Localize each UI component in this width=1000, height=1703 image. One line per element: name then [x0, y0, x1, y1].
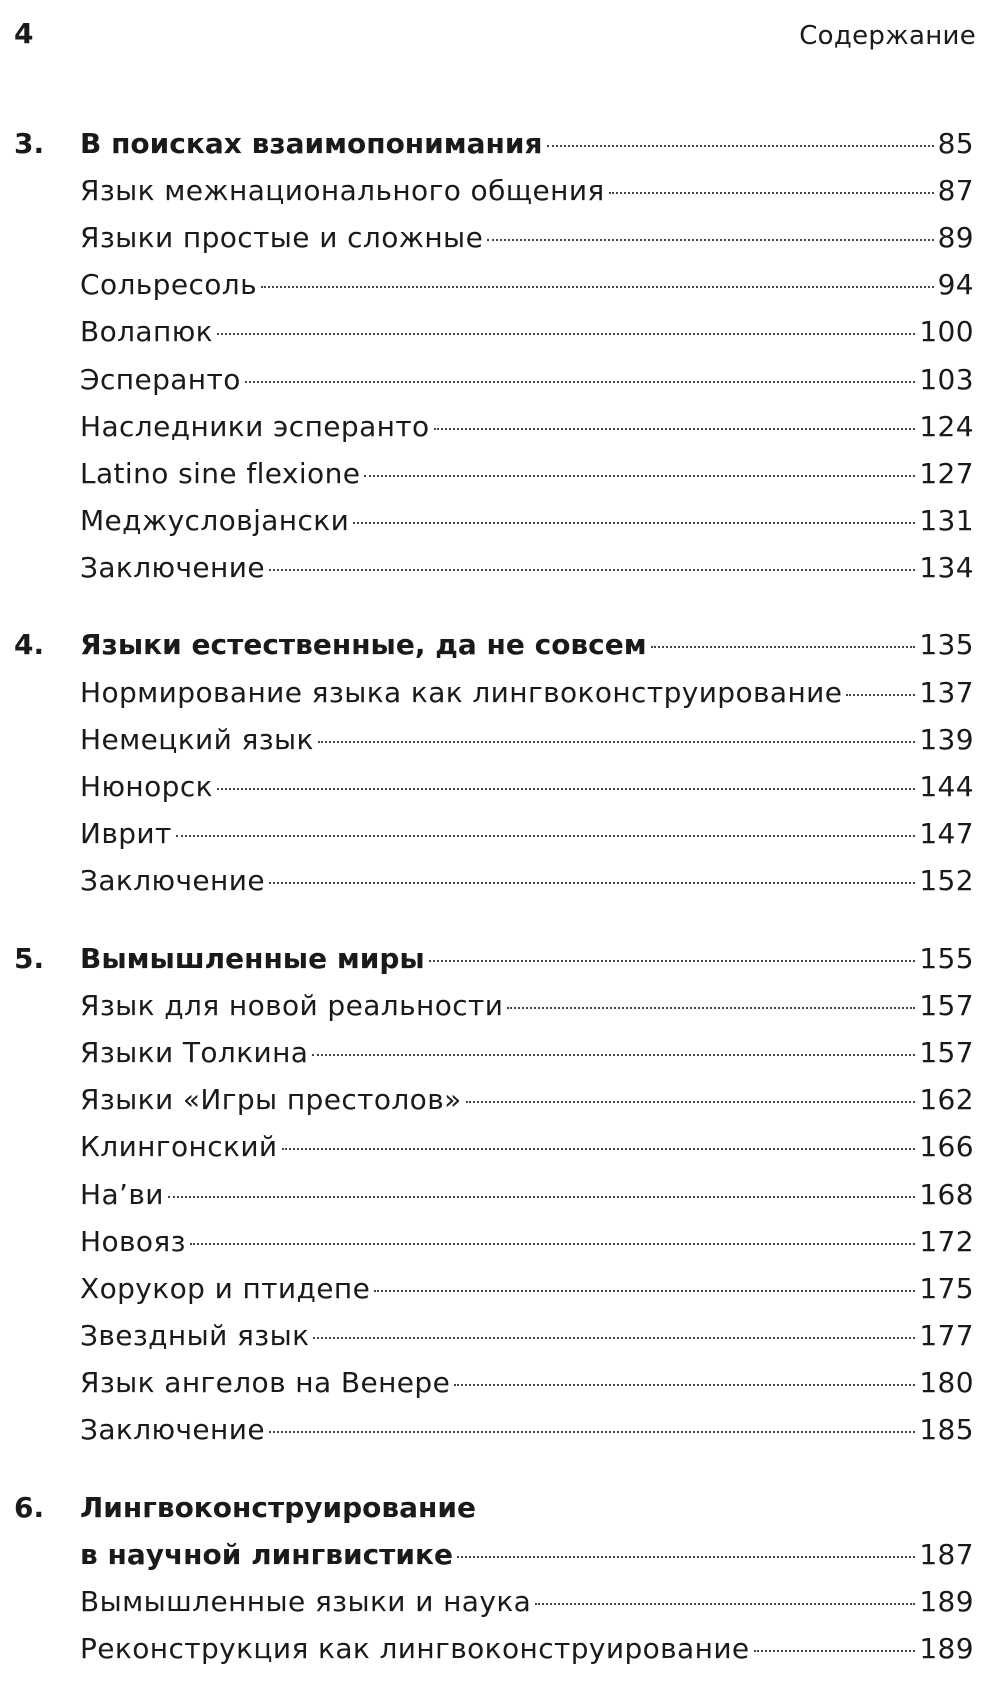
- chapter-page-number: 187: [919, 1537, 974, 1571]
- running-title: Содержание: [799, 21, 976, 51]
- section-entry[interactable]: [80, 1580, 974, 1624]
- dot-leader: [217, 788, 915, 790]
- section-entry[interactable]: [80, 1361, 974, 1405]
- section-entry[interactable]: [80, 1220, 974, 1264]
- section-entry[interactable]: [80, 216, 974, 260]
- section-page-number: 166: [919, 1130, 974, 1164]
- section-title: Новояз: [80, 1224, 186, 1258]
- section-entry[interactable]: [80, 310, 974, 354]
- section-title: Latino sine flexione: [80, 456, 361, 490]
- section-page-number: 189: [919, 1585, 974, 1619]
- section-title: Звездный язык: [80, 1319, 310, 1353]
- chapter-5: [0, 935, 1000, 1454]
- section-page-number: 124: [919, 409, 974, 443]
- section-entry[interactable]: [80, 452, 974, 496]
- chapter-page-number: 155: [919, 941, 974, 975]
- section-title: Язык межнационального общения: [80, 173, 605, 207]
- chapter-6: [0, 1484, 1000, 1673]
- dot-leader: [457, 1556, 915, 1558]
- section-entry[interactable]: [80, 169, 974, 213]
- dot-leader: [353, 522, 915, 524]
- dot-leader: [261, 286, 934, 288]
- chapter-3: [0, 120, 1000, 592]
- section-page-number: 134: [919, 551, 974, 585]
- dot-leader: [269, 1431, 915, 1433]
- dot-leader: [429, 960, 916, 962]
- dot-leader: [269, 882, 915, 884]
- section-entry[interactable]: [80, 263, 974, 307]
- dot-leader: [434, 428, 916, 430]
- section-page-number: 175: [919, 1271, 974, 1305]
- section-title: Заключение: [80, 1413, 265, 1447]
- section-title: Немецкий язык: [80, 722, 314, 756]
- dot-leader: [754, 1650, 916, 1652]
- section-entry[interactable]: [80, 546, 974, 590]
- section-entry[interactable]: [80, 718, 974, 762]
- section-entry[interactable]: [80, 1078, 974, 1122]
- section-title: Язык для новой реальности: [80, 988, 504, 1022]
- section-page-number: 162: [919, 1083, 974, 1117]
- dot-leader: [487, 239, 933, 241]
- section-title: Волапюк: [80, 315, 213, 349]
- chapter-number: 6.: [14, 1490, 45, 1524]
- section-title: На’ви: [80, 1177, 164, 1211]
- section-entry[interactable]: [80, 499, 974, 543]
- section-entry[interactable]: [80, 1267, 974, 1311]
- section-page-number: 180: [919, 1366, 974, 1400]
- section-entry[interactable]: [80, 1627, 974, 1671]
- section-page-number: 168: [919, 1177, 974, 1211]
- section-page-number: 157: [919, 1035, 974, 1069]
- section-page-number: 131: [919, 504, 974, 538]
- chapter-title-entry[interactable]: [80, 122, 974, 166]
- section-title: Языки Толкина: [80, 1035, 309, 1069]
- dot-leader: [312, 1054, 915, 1056]
- section-entry[interactable]: [80, 405, 974, 449]
- section-title: Нормирование языка как лингвоконструирование: [80, 675, 843, 709]
- section-page-number: 152: [919, 864, 974, 898]
- section-title: Хорукор и птидепе: [80, 1271, 371, 1305]
- section-entry[interactable]: [80, 358, 974, 402]
- chapter-number: 5.: [14, 941, 45, 975]
- section-page-number: 177: [919, 1319, 974, 1353]
- page-header: [0, 0, 1000, 80]
- section-entry[interactable]: [80, 1031, 974, 1075]
- chapter-title-entry[interactable]: [80, 623, 974, 667]
- section-title: Заключение: [80, 864, 265, 898]
- section-title: Сольресоль: [80, 268, 258, 302]
- dot-leader: [609, 192, 934, 194]
- section-entry[interactable]: [80, 984, 974, 1028]
- section-entry[interactable]: [80, 671, 974, 715]
- page-number: 4: [14, 17, 34, 50]
- chapter-page-number: 135: [919, 628, 974, 662]
- section-title: Нюнорск: [80, 770, 213, 804]
- chapter-title: Вымышленные миры: [80, 941, 425, 975]
- section-entry[interactable]: [80, 1125, 974, 1169]
- dot-leader: [651, 646, 916, 648]
- dot-leader: [269, 569, 915, 571]
- section-page-number: 103: [919, 362, 974, 396]
- dot-leader: [466, 1101, 916, 1103]
- chapter-title: В поисках взаимопонимания: [80, 126, 543, 160]
- section-title: Заключение: [80, 551, 265, 585]
- dot-leader: [217, 333, 915, 335]
- chapter-title-entry[interactable]: [80, 937, 974, 981]
- dot-leader: [547, 145, 934, 147]
- section-title: Эсперанто: [80, 362, 241, 396]
- section-title: Языки простые и сложные: [80, 220, 484, 254]
- section-title: Наследники эсперанто: [80, 409, 430, 443]
- section-title: Вымышленные языки и наука: [80, 1585, 532, 1619]
- dot-leader: [507, 1007, 915, 1009]
- chapter-title: Языки естественные, да не совсем: [80, 628, 647, 662]
- section-entry[interactable]: [80, 859, 974, 903]
- chapter-number: 4.: [14, 628, 45, 662]
- dot-leader: [454, 1384, 915, 1386]
- section-page-number: 189: [919, 1632, 974, 1666]
- chapter-title-line-2: в научной лингвистике: [80, 1537, 454, 1571]
- section-title: Реконструкция как лингвоконструирование: [80, 1632, 750, 1666]
- dot-leader: [190, 1243, 915, 1245]
- section-page-number: 147: [919, 817, 974, 851]
- chapter-number: 3.: [14, 126, 45, 160]
- dot-leader: [168, 1196, 916, 1198]
- section-page-number: 144: [919, 770, 974, 804]
- chapter-4: [0, 622, 1000, 905]
- dot-leader: [176, 835, 916, 837]
- section-entry[interactable]: [80, 1408, 974, 1452]
- section-title: Иврит: [80, 817, 172, 851]
- section-page-number: 185: [919, 1413, 974, 1447]
- section-page-number: 172: [919, 1224, 974, 1258]
- dot-leader: [535, 1603, 915, 1605]
- section-title: Меджусловjански: [80, 504, 350, 538]
- section-title: Языки «Игры престолов»: [80, 1083, 462, 1117]
- section-page-number: 89: [937, 220, 974, 254]
- section-page-number: 94: [937, 268, 974, 302]
- section-page-number: 157: [919, 988, 974, 1022]
- section-page-number: 137: [919, 675, 974, 709]
- dot-leader: [318, 741, 915, 743]
- dot-leader: [282, 1148, 916, 1150]
- table-of-contents: [0, 120, 1000, 1703]
- chapter-title-line-1: Лингвоконструирование: [80, 1490, 476, 1524]
- section-entry[interactable]: [80, 1314, 974, 1358]
- dot-leader: [313, 1337, 915, 1339]
- section-entry[interactable]: [80, 765, 974, 809]
- section-entry[interactable]: [80, 1173, 974, 1217]
- chapter-page-number: 85: [937, 126, 974, 160]
- section-page-number: 139: [919, 722, 974, 756]
- section-entry[interactable]: [80, 812, 974, 856]
- section-title: Клингонский: [80, 1130, 278, 1164]
- dot-leader: [374, 1290, 915, 1292]
- section-page-number: 127: [919, 456, 974, 490]
- dot-leader: [245, 381, 916, 383]
- section-page-number: 87: [937, 173, 974, 207]
- dot-leader: [364, 475, 915, 477]
- section-page-number: 100: [919, 315, 974, 349]
- dot-leader: [846, 694, 915, 696]
- section-title: Язык ангелов на Венере: [80, 1366, 451, 1400]
- chapter-title-entry[interactable]: [80, 1533, 974, 1577]
